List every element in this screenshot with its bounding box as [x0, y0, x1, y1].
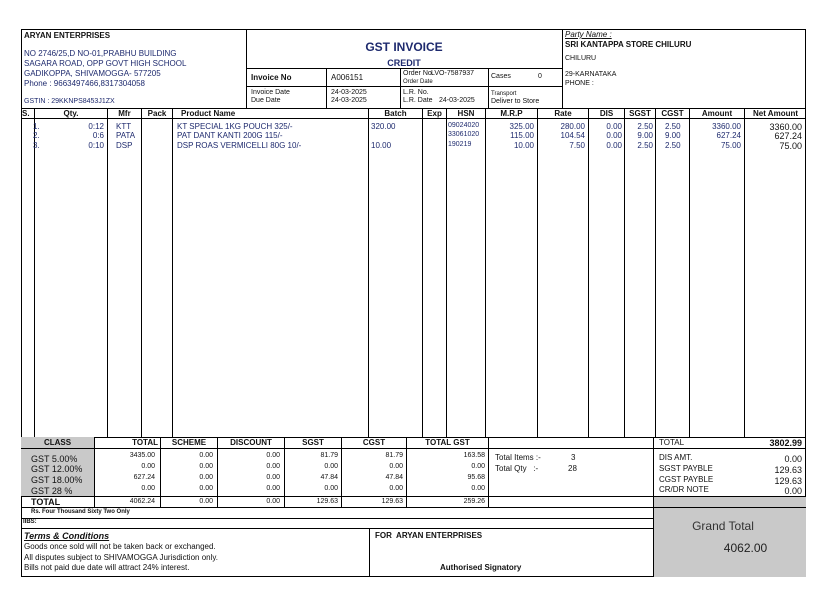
divider	[21, 518, 653, 519]
invoice-no-label: Invoice No	[251, 73, 292, 82]
col-header-amount: Amount	[701, 109, 733, 118]
col-header-batch: Batch	[384, 109, 407, 118]
item-product-name: PAT DANT KANTI 200G 115/-	[177, 131, 283, 140]
divider	[21, 528, 653, 529]
summary-header-scheme: SCHEME	[171, 438, 207, 447]
terms-line-2: All disputes subject to SHIVAMOGGA Jurisdiction only.	[24, 553, 219, 562]
party-label: Party Name :	[565, 30, 612, 39]
item-hsn: 33061020	[448, 131, 480, 138]
invoice-type: CREDIT	[387, 58, 421, 68]
item-batch: 10.00	[371, 141, 392, 150]
item-sgst: 9.00	[637, 131, 653, 140]
summary-total-cgst: 129.63	[381, 498, 403, 505]
authorised-signatory: Authorised Signatory	[440, 563, 522, 572]
gst-class-total-gst: 0.00	[471, 485, 485, 492]
summary-header-discount: DISCOUNT	[230, 438, 272, 447]
transport-label: Transport	[491, 91, 517, 97]
gst-class-scheme: 0.00	[199, 485, 213, 492]
divider	[653, 507, 806, 508]
item-dis: 0.00	[606, 141, 622, 150]
gst-class-sgst: 0.00	[324, 463, 338, 470]
total-qty-label: Total Qty :-	[495, 464, 539, 473]
divider	[246, 68, 562, 69]
divider	[21, 507, 653, 508]
item-mfr: DSP	[116, 141, 133, 150]
divider	[406, 437, 407, 507]
summary-total-gst: 259.26	[463, 498, 485, 505]
item-mrp: 325.00	[509, 122, 534, 131]
item-rate: 104.54	[560, 131, 585, 140]
item-sgst: 2.50	[637, 122, 653, 131]
invoice-title: GST INVOICE	[365, 40, 443, 54]
sgst-payble-label: SGST PAYBLE	[659, 464, 713, 473]
summary-header-sgst: SGST	[302, 438, 324, 447]
item-mfr: KTT	[116, 122, 132, 131]
divider	[446, 108, 447, 437]
divider	[160, 437, 161, 507]
order-date-label: Order Date	[403, 79, 433, 85]
col-header-sgst: SGST	[629, 109, 651, 118]
gst-class-total-gst: 0.00	[471, 463, 485, 470]
divider	[744, 108, 745, 437]
item-mrp: 115.00	[510, 131, 534, 140]
summary-header-cgst: CGST	[362, 438, 386, 447]
item-mfr: PATA	[116, 131, 136, 140]
col-header-hsn: HSN	[457, 109, 475, 118]
col-header-qty: Qty.	[63, 109, 79, 118]
gst-class: GST 5.00%	[31, 454, 78, 464]
seller-name: ARYAN ENTERPRISES	[24, 31, 111, 40]
gst-class-discount: 0.00	[266, 485, 280, 492]
deliver-label: Deliver to Store	[491, 98, 540, 105]
divider	[485, 108, 486, 437]
divider	[689, 108, 690, 437]
terms-line-1: Goods once sold will not be taken back or exchanged.	[24, 542, 216, 551]
item-qty: 0:6	[92, 131, 104, 140]
item-dis: 0.00	[606, 131, 622, 140]
item-mrp: 10.00	[513, 141, 534, 150]
gst-class-discount: 0.00	[266, 474, 280, 481]
seller-address-1: NO 2746/25,D NO-01,PRABHU BUILDING	[24, 49, 177, 58]
divider	[655, 108, 656, 437]
divider	[21, 496, 806, 497]
gst-class-sgst: 81.79	[320, 452, 338, 459]
total-items-value: 3	[571, 453, 576, 462]
divider	[246, 86, 562, 87]
divider	[21, 448, 806, 449]
party-town: CHILURU	[565, 55, 597, 62]
item-sgst: 2.50	[637, 141, 653, 150]
divider	[107, 108, 108, 437]
seller-address-3: GADIKOPPA, SHIVAMOGGA- 577205	[24, 69, 161, 78]
divider	[624, 108, 625, 437]
item-dis: 0.00	[606, 122, 622, 131]
col-header-mrp: M.R.P	[500, 109, 523, 118]
divider	[588, 108, 589, 437]
dis-amt-value: 0.00	[784, 454, 802, 464]
col-header-s: S.	[22, 109, 30, 118]
col-header-dis: DIS	[599, 109, 614, 118]
item-net-amount: 75.00	[779, 141, 802, 151]
item-serial: 3.	[33, 141, 40, 150]
summary-total-sgst: 129.63	[316, 498, 338, 505]
totals-total-label: TOTAL	[659, 438, 685, 447]
grand-total-label: Grand Total	[692, 519, 754, 533]
col-header-net: Net Amount	[752, 109, 799, 118]
summary-total-scheme: 0.00	[199, 498, 213, 505]
grand-total-value: 4062.00	[723, 541, 768, 555]
gst-class-total-gst: 163.58	[463, 452, 485, 459]
divider	[341, 437, 342, 507]
gst-class: GST 28 %	[31, 486, 73, 496]
gst-class-sgst: 0.00	[324, 485, 338, 492]
item-hsn: 190219	[448, 141, 472, 148]
item-batch: 320.00	[371, 122, 396, 131]
total-items-label: Total Items :-	[495, 453, 541, 462]
divider	[141, 108, 142, 437]
col-header-cgst: CGST	[661, 109, 684, 118]
col-header-exp: Exp	[427, 109, 442, 118]
order-no-label: Order No.	[403, 70, 434, 77]
item-cgst: 2.50	[665, 141, 681, 150]
gst-class-cgst: 81.79	[385, 452, 403, 459]
gst-class-total: 0.00	[141, 485, 155, 492]
gst-class: GST 12.00%	[31, 464, 83, 474]
for-company: FOR ARYAN ENTERPRISES	[375, 531, 483, 540]
item-rate: 7.50	[569, 141, 585, 150]
item-net-amount: 627.24	[774, 131, 802, 141]
item-cgst: 2.50	[665, 122, 681, 131]
gst-class-discount: 0.00	[266, 452, 280, 459]
party-phone: PHONE :	[565, 80, 594, 87]
divider	[422, 108, 423, 437]
summary-total-discount: 0.00	[266, 498, 280, 505]
gst-class-scheme: 0.00	[199, 452, 213, 459]
col-header-mfr: Mfr	[118, 109, 131, 118]
summary-header-class: CLASS	[43, 438, 72, 447]
summary-header-total-gst: TOTAL GST	[425, 438, 470, 447]
terms-title: Terms & Conditions	[24, 531, 110, 541]
dis-amt-label: DIS AMT.	[659, 453, 693, 462]
col-header-pack: Pack	[147, 109, 167, 118]
crdr-note-label: CR/DR NOTE	[659, 485, 709, 494]
cgst-payble-label: CGST PAYBLE	[659, 475, 714, 484]
gst-class-cgst: 0.00	[389, 463, 403, 470]
due-date-label: Due Date	[251, 97, 281, 104]
divider	[284, 437, 285, 507]
amount-in-words: Rs. Four Thousand Sixty Two Only	[31, 509, 130, 515]
invoice-date-label: Invoice Date	[251, 89, 290, 96]
gst-class-scheme: 0.00	[199, 474, 213, 481]
party-name: SRI KANTAPPA STORE CHILURU	[565, 40, 692, 49]
item-amount: 3360.00	[712, 122, 741, 131]
divider	[326, 68, 327, 108]
misc-note: IIBS:	[23, 519, 37, 525]
gst-class-total-gst: 95.68	[467, 474, 485, 481]
divider	[400, 68, 401, 108]
lr-date: 24-03-2025	[439, 97, 475, 104]
seller-phone: Phone : 9663497466,8317304058	[24, 79, 146, 88]
divider	[562, 29, 563, 108]
item-amount: 627.24	[716, 131, 741, 140]
divider	[94, 437, 95, 507]
item-serial: 1.	[33, 122, 40, 131]
item-qty: 0:10	[88, 141, 104, 150]
gst-class-scheme: 0.00	[199, 463, 213, 470]
lr-date-label: L.R. Date	[403, 97, 433, 104]
divider	[217, 437, 218, 507]
item-product-name: DSP ROAS VERMICELLI 80G 10/-	[177, 141, 302, 150]
cases-label: Cases	[491, 73, 511, 80]
summary-total-label: TOTAL	[31, 497, 61, 507]
divider	[172, 108, 173, 437]
party-state: 29-KARNATAKA	[565, 71, 617, 78]
col-header-rate: Rate	[554, 109, 572, 118]
item-serial: 2.	[33, 131, 40, 140]
invoice-date: 24-03-2025	[331, 89, 367, 96]
order-no: LVO-7587937	[431, 70, 475, 77]
sgst-payble-value: 129.63	[774, 465, 802, 475]
divider	[537, 108, 538, 437]
cgst-payble-value: 129.63	[774, 476, 802, 486]
terms-line-3: Bills not paid due date will attract 24% interest.	[24, 563, 190, 572]
seller-address-2: SAGARA ROAD, OPP GOVT HIGH SCHOOL	[24, 59, 187, 68]
summary-total-total: 4062.24	[129, 498, 155, 505]
invoice-no: A006151	[331, 73, 364, 82]
seller-gstin: GSTIN : 29KKNPS8453J1ZX	[24, 98, 115, 105]
gst-class-total: 3435.00	[129, 452, 155, 459]
divider	[369, 528, 370, 577]
cases-value: 0	[538, 73, 542, 80]
totals-total-value: 3802.99	[769, 438, 802, 448]
grand-total-shade	[653, 496, 806, 577]
total-qty-value: 28	[568, 464, 577, 473]
gst-class-total: 627.24	[133, 474, 155, 481]
item-amount: 75.00	[720, 141, 741, 150]
gst-class-cgst: 47.84	[385, 474, 403, 481]
divider	[368, 108, 369, 437]
divider	[488, 68, 489, 108]
summary-header-total: TOTAL	[132, 438, 158, 447]
gst-class-total: 0.00	[141, 463, 155, 470]
item-net-amount: 3360.00	[769, 122, 802, 132]
divider	[488, 437, 489, 507]
gst-class-discount: 0.00	[266, 463, 280, 470]
crdr-note-value: 0.00	[784, 486, 802, 496]
col-header-product: Product Name	[181, 109, 236, 118]
item-qty: 0:12	[88, 122, 104, 131]
gst-class: GST 18.00%	[31, 475, 83, 485]
gst-class-sgst: 47.84	[320, 474, 338, 481]
item-product-name: KT SPECIAL 1KG POUCH 325/-	[177, 122, 293, 131]
due-date: 24-03-2025	[331, 97, 367, 104]
item-cgst: 9.00	[665, 131, 681, 140]
item-hsn: 09024020	[448, 122, 480, 129]
lr-no-label: L.R. No.	[403, 89, 429, 96]
divider	[34, 108, 35, 437]
item-rate: 280.00	[560, 122, 585, 131]
gst-class-cgst: 0.00	[389, 485, 403, 492]
